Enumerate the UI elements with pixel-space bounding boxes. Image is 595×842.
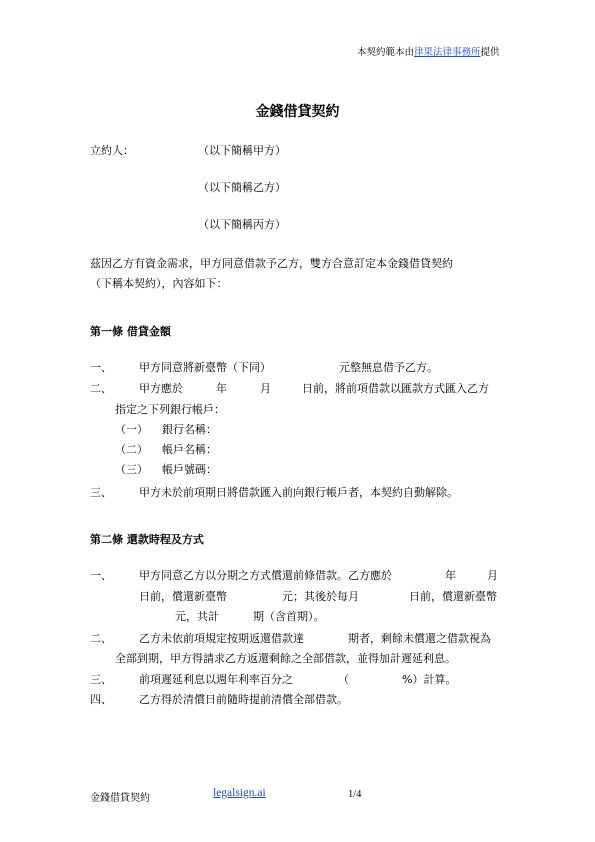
footer-link[interactable]: legalsign.ai — [213, 787, 266, 799]
a1-item2-text-a: 甲方應於 — [139, 382, 183, 395]
a2-item1-line2-b: 元；其後於每月 — [282, 590, 359, 603]
a1-sub3-text: 帳戶號碼： — [162, 463, 217, 476]
a2-item3-text-c: %）計算。 — [402, 673, 457, 686]
a2-item1-num: 一、 — [90, 569, 112, 582]
footer-page-number: 1/4 — [348, 789, 362, 800]
a2-item2-text-b: 期者，剩餘未償還之借款視為 — [348, 632, 491, 645]
a1-item2-num: 二、 — [90, 382, 112, 395]
a1-item2-year: 年 — [216, 382, 227, 395]
a1-item2-text-d: 日前，將前項借款以匯款方式匯入乙方 — [302, 382, 489, 395]
a1-sub1-num: （一） — [115, 423, 148, 436]
a1-item2-continuation: 指定之下列銀行帳戶： — [115, 403, 225, 416]
footer-doc-name: 金錢借貸契約 — [90, 793, 150, 804]
a2-item1-line3-b: 期（含首期）。 — [253, 610, 325, 623]
a1-sub3-num: （三） — [115, 463, 148, 476]
party-b-text: （以下簡稱乙方） — [198, 181, 286, 194]
a1-item2-month: 月 — [260, 382, 271, 395]
article-2-heading: 第二條 還款時程及方式 — [90, 533, 204, 546]
a2-item2-continuation: 全部到期，甲方得請求乙方返還剩餘之全部借款，並得加計遲延利息。 — [115, 652, 456, 665]
a1-item3-num: 三、 — [90, 486, 112, 499]
header-prefix: 本契約範本由 — [357, 47, 415, 58]
contract-title: 金錢借貸契約 — [255, 104, 340, 120]
preamble-line-2: （下稱本契約），內容如下： — [90, 277, 228, 290]
a2-item2-num: 二、 — [90, 632, 112, 645]
a1-item1-text-a: 甲方同意將新臺幣（下同） — [139, 361, 271, 374]
preamble-line-1: 茲因乙方有資金需求，甲方同意借款予乙方，雙方合意訂定本金錢借貸契約 — [90, 257, 453, 270]
a2-item2-text-a: 乙方未依前項規定按期返還借款達 — [139, 632, 304, 645]
a2-item1-year: 年 — [445, 569, 456, 582]
a1-item1-num: 一、 — [90, 361, 112, 374]
a1-item3-text: 甲方未於前項期日將借款匯入前向銀行帳戶者，本契約自動解除。 — [139, 486, 458, 499]
a1-item1-text-b: 元整無息借予乙方。 — [339, 361, 438, 374]
firm-link[interactable]: 律果法律事務所 — [414, 47, 481, 58]
a2-item1-month: 月 — [487, 569, 498, 582]
a1-sub2-text: 帳戶名稱： — [162, 443, 217, 456]
a2-item1-text-a: 甲方同意乙方以分期之方式償還前條借款。乙方應於 — [139, 569, 392, 582]
a2-item4-text: 乙方得於清償日前隨時提前清償全部借款。 — [139, 693, 348, 706]
party-a-text: （以下簡稱甲方） — [198, 144, 286, 157]
a1-sub2-num: （二） — [115, 443, 148, 456]
article-1-heading: 第一條 借貸金額 — [90, 325, 171, 338]
header-suffix: 提供 — [480, 47, 500, 58]
a2-item3-num: 三、 — [90, 673, 112, 686]
parties-label: 立約人： — [90, 144, 134, 157]
page-header — [357, 44, 500, 58]
a2-item4-num: 四、 — [90, 693, 112, 706]
a2-item1-line3-a: 元，共計 — [175, 610, 219, 623]
a2-item3-text-b: （ — [338, 673, 349, 686]
a2-item1-line2-c: 日前，償還新臺幣 — [409, 590, 497, 603]
a2-item3-text-a: 前項遲延利息以週年利率百分之 — [139, 673, 293, 686]
a2-item1-line2-a: 日前，償還新臺幣 — [139, 590, 227, 603]
a1-sub1-text: 銀行名稱： — [162, 423, 217, 436]
party-c-text: （以下簡稱丙方） — [198, 218, 286, 231]
